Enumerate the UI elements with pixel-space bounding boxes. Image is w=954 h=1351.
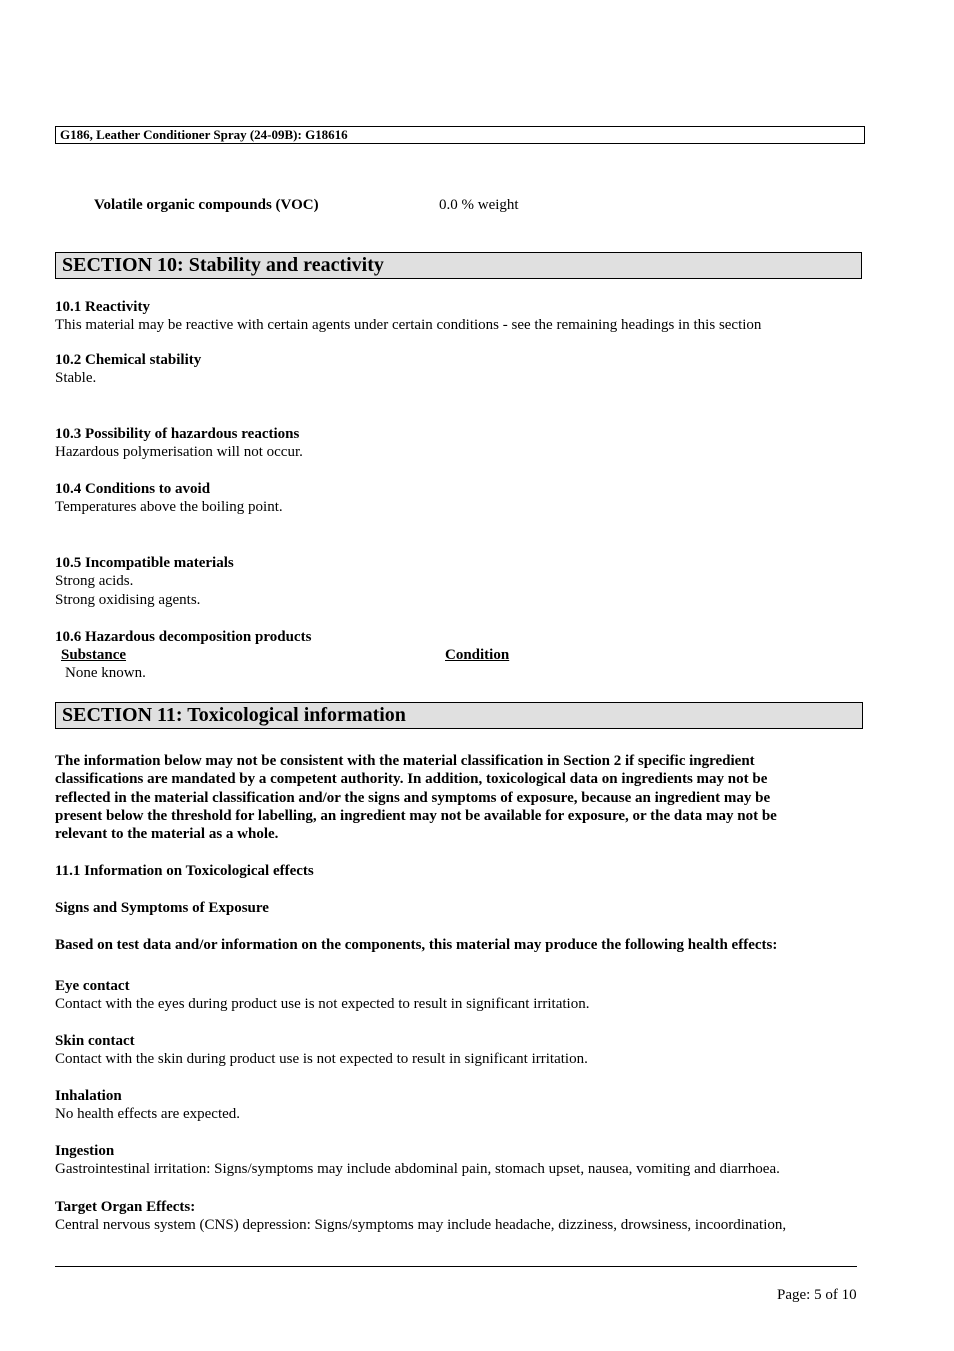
section-11-title: SECTION 11: Toxicological information xyxy=(55,702,863,729)
toxicology-intro xyxy=(55,752,845,843)
incompatible-heading: 10.5 Incompatible materials xyxy=(55,555,234,571)
decomposition-value: None known. xyxy=(65,665,146,681)
ingestion-text: Gastrointestinal irritation: Signs/symptoms may include abdominal pain, stomach upset, nausea, vomiting and diarrhoea. xyxy=(55,1161,780,1177)
stability-heading: 10.2 Chemical stability xyxy=(55,352,202,368)
target-organ-heading: Target Organ Effects: xyxy=(55,1199,196,1215)
ingestion-heading: Ingestion xyxy=(55,1143,115,1159)
condition-column-header: Condition xyxy=(445,647,510,663)
conditions-text: Temperatures above the boiling point. xyxy=(55,499,283,515)
target-organ-text: Central nervous system (CNS) depression: Signs/symptoms may include headache, dizziness, drowsiness, incoordination, xyxy=(55,1217,787,1233)
footer-divider xyxy=(55,1266,857,1267)
signs-heading: Signs and Symptoms of Exposure xyxy=(55,900,269,916)
eye-contact-heading: Eye contact xyxy=(55,978,130,994)
voc-value: 0.0 % weight xyxy=(439,197,519,213)
voc-label: Volatile organic compounds (VOC) xyxy=(94,197,319,213)
skin-contact-heading: Skin contact xyxy=(55,1033,135,1049)
incompatible-item: Strong oxidising agents. xyxy=(55,592,201,608)
eye-contact-text: Contact with the eyes during product use is not expected to result in significant irritation. xyxy=(55,996,590,1012)
intro-line: present below the threshold for labelling, an ingredient may not be available for exposure, or the data may not be xyxy=(55,807,777,824)
intro-line: relevant to the material as a whole. xyxy=(55,826,279,843)
reactivity-text: This material may be reactive with certain agents under certain conditions - see the remaining headings in this section xyxy=(55,317,762,333)
hazardous-reactions-text: Hazardous polymerisation will not occur. xyxy=(55,444,303,460)
intro-line: reflected in the material classification and/or the signs and symptoms of exposure, because an ingredient may be xyxy=(55,789,771,806)
based-on-text: Based on test data and/or information on the components, this material may produce the following health effects: xyxy=(55,937,778,953)
substance-column-header: Substance xyxy=(61,647,127,663)
section-10-title: SECTION 10: Stability and reactivity xyxy=(55,252,862,279)
page-number: Page: 5 of 10 xyxy=(777,1287,857,1303)
hazardous-reactions-heading: 10.3 Possibility of hazardous reactions xyxy=(55,426,300,442)
info-heading: 11.1 Information on Toxicological effects xyxy=(55,863,314,879)
intro-line: classifications are mandated by a competent authority. In addition, toxicological data on ingredients may not be xyxy=(55,771,768,788)
decomposition-heading: 10.6 Hazardous decomposition products xyxy=(55,629,312,645)
document-header: G186, Leather Conditioner Spray (24-09B): G18616 xyxy=(55,126,865,144)
stability-text: Stable. xyxy=(55,370,97,386)
conditions-heading: 10.4 Conditions to avoid xyxy=(55,481,211,497)
skin-contact-text: Contact with the skin during product use is not expected to result in significant irritation. xyxy=(55,1051,588,1067)
incompatible-item: Strong acids. xyxy=(55,573,134,589)
inhalation-heading: Inhalation xyxy=(55,1088,122,1104)
inhalation-text: No health effects are expected. xyxy=(55,1106,241,1122)
intro-line: The information below may not be consistent with the material classification in Section 2 if specific ingredient xyxy=(55,753,755,769)
reactivity-heading: 10.1 Reactivity xyxy=(55,299,150,315)
